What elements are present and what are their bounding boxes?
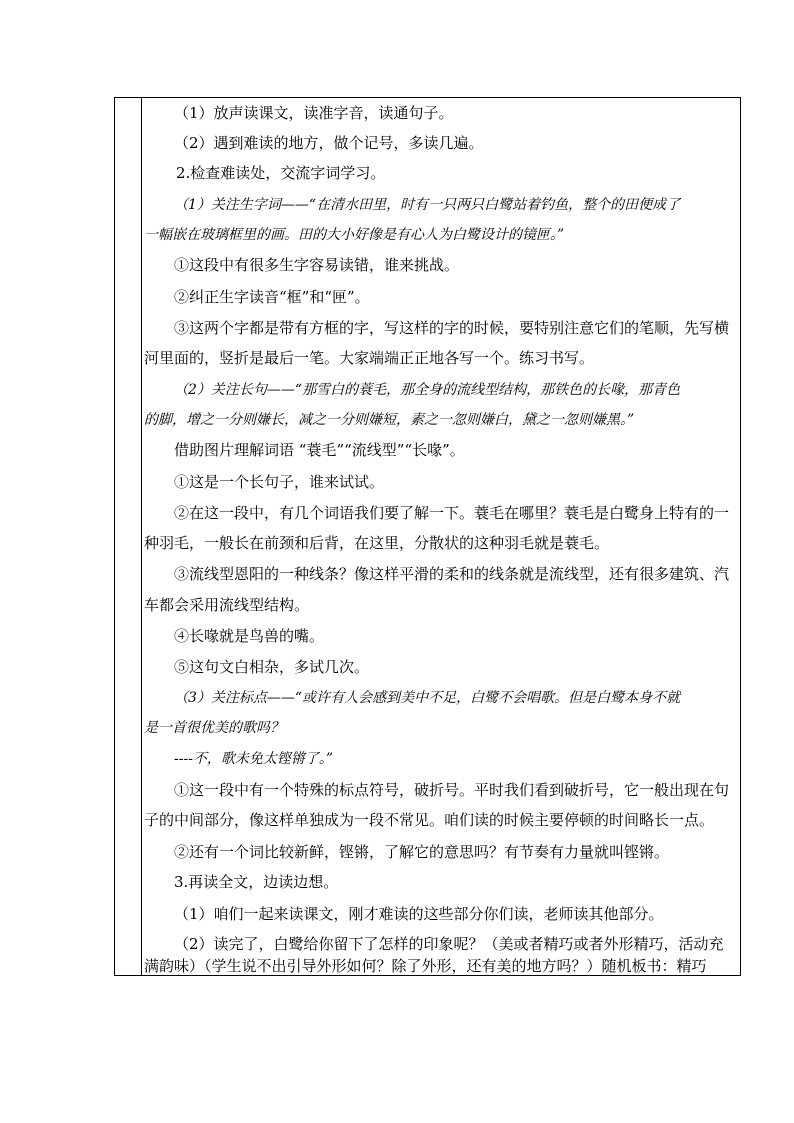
text-line: 借助图片理解词语 “蓑毛”“流线型”“长喙”。	[174, 441, 465, 459]
text-line: ①这一段中有一个特殊的标点符号，破折号。平时我们看到破折号，它一般出现在句	[174, 781, 730, 799]
text-line: （1）咱们一起来读课文，刚才难读的这些部分你们读，老师读其他部分。	[174, 905, 664, 923]
text-line: 是一首很优美的歌吗？	[144, 720, 284, 736]
text-line: （3）关注标点——“或许有人会感到美中不足，白鹭不会唱歌。但是白鹭本身不就	[174, 690, 681, 706]
text-line: ②在这一段中，有几个词语我们要了解一下。蓑毛在哪里？蓑毛是白鹭身上特有的一	[174, 504, 730, 522]
text-line: 满韵味）（学生说不出引导外形如何？除了外形，还有美的地方吗？）随机板书：精巧	[144, 957, 707, 975]
text-line: ③这两个字都是带有方框的字，写这样的字的时候，要特别注意它们的笔顺，先写横	[174, 319, 730, 337]
text-line: 河里面的，竖折是最后一笔。大家端端正正地各写一个。练习书写。	[144, 349, 595, 367]
text-line: （2）读完了，白鹭给你留下了怎样的印象呢？（美或者精巧或者外形精巧，活动充	[174, 935, 724, 953]
text-line: ②还有一个词比较新鲜，铿锵，了解它的意思吗？有节奏有力量就叫铿锵。	[174, 843, 670, 861]
text-line: 种羽毛，一般长在前颈和后背，在这里，分散状的这种羽毛就是蓑毛。	[144, 534, 610, 552]
text-line: 的脚，增之一分则嫌长，减之一分则嫌短，素之一忽则嫌白，黛之一忽则嫌黑。”	[144, 412, 635, 428]
text-line: ④长喙就是鸟兽的嘴。	[174, 627, 325, 645]
table-left-column	[115, 98, 142, 975]
text-line: 子的中间部分，像这样单独成为一段不常见。咱们读的时候主要停顿的时间略长一点。	[144, 811, 715, 829]
text-line: 一幅嵌在玻璃框里的画。田的大小好像是有心人为白鹭设计的镜匣。”	[144, 227, 565, 243]
text-line: （2）关注长句——“那雪白的蓑毛，那全身的流线型结构，那铁色的长喙，那青色	[174, 382, 681, 398]
lesson-content-cell	[142, 98, 740, 975]
text-line: ⑤这句文白相杂，多试几次。	[174, 658, 370, 676]
text-line: ----不，歌未免太铿锵了。”	[174, 751, 334, 767]
text-line: ①这段中有很多生字容易读错，谁来挑战。	[174, 256, 460, 274]
section-heading: 2.检查难读处，交流字词学习。	[176, 164, 386, 182]
section-heading: 3.再读全文，边读边想。	[174, 873, 339, 891]
text-line: （2）遇到难读的地方，做个记号，多读几遍。	[174, 134, 484, 152]
text-line: ②纠正生字读音“框”和“匣”。	[174, 288, 370, 306]
text-line: ①这是一个长句子，谁来试试。	[174, 473, 385, 491]
lesson-table	[114, 97, 741, 976]
text-line: 车都会采用流线型结构。	[144, 596, 310, 614]
text-line: （1）关注生字词——“在清水田里，时有一只两只白鹭站着钓鱼，整个的田便成了	[174, 197, 681, 213]
text-line: ③流线型恩阳的一种线条？像这样平滑的柔和的线条就是流线型，还有很多建筑、汽	[174, 565, 730, 583]
text-line: （1）放声读课文，读准字音，读通句子。	[174, 104, 454, 122]
